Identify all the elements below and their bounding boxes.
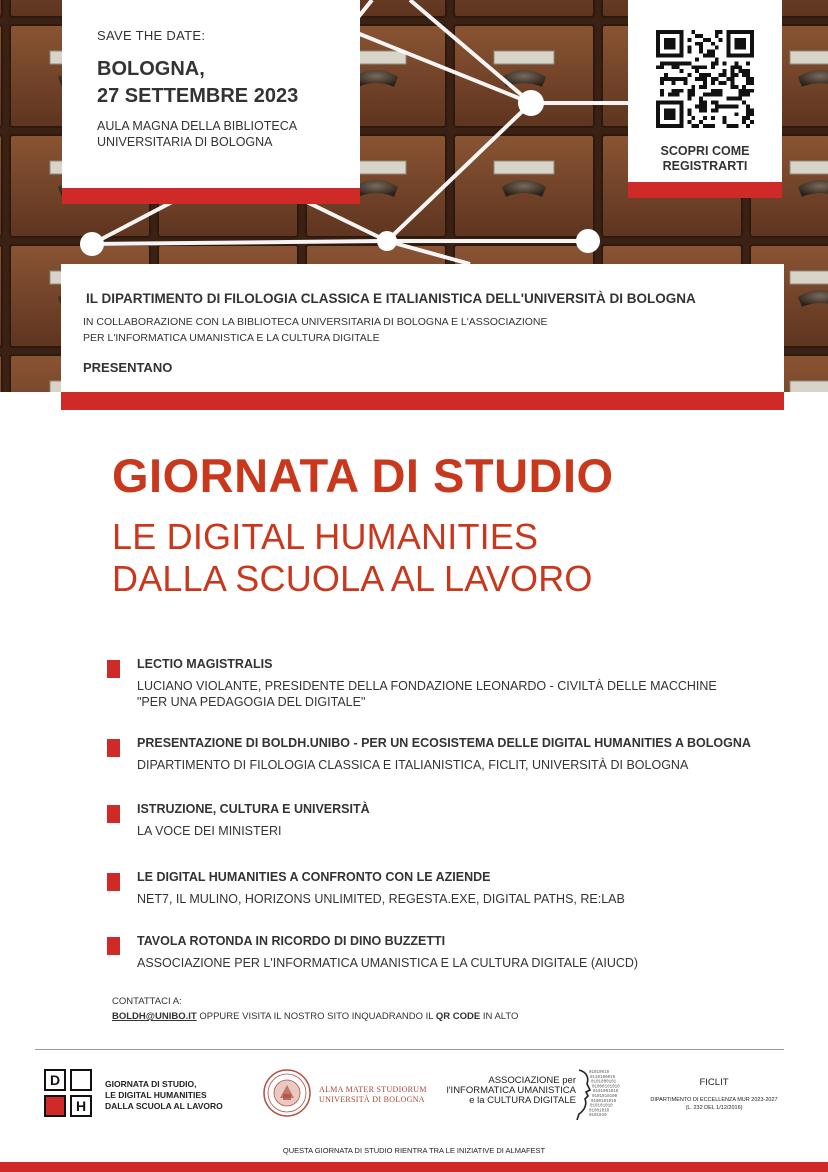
svg-text:01010010: 01010010 [589,1071,610,1075]
svg-text:0110100010: 0110100010 [590,1075,616,1080]
program-item-description: ASSOCIAZIONE PER L'INFORMATICA UMANISTICA E LA CULTURA DIGITALE (AIUCD) [137,956,639,970]
presenter-card [61,264,784,410]
department-name: IL DIPARTIMENTO DI FILOLOGIA CLASSICA E ITALIANISTICA DELL'UNIVERSITÀ DI BOLOGNA [86,291,696,306]
qr-label [628,144,782,174]
svg-text:0100101010: 0100101010 [591,1099,617,1104]
program-item-description: DIPARTIMENTO DI FILOLOGIA CLASSICA E ITALIANISTICA, FICLIT, UNIVERSITÀ DI BOLOGNA [137,758,689,772]
subtitle-line-2: DALLA SCUOLA AL LAVORO [112,558,593,599]
svg-text:0101000101: 0101000101 [591,1080,617,1085]
red-bullet [107,805,120,823]
event-title: GIORNATA DI STUDIO [112,449,614,502]
aiucd-logo-text [446,1076,576,1106]
save-the-date-card [62,0,360,204]
collaboration-line-2: PER L'INFORMATICA UMANISTICA E LA CULTURA DIGITALE [83,332,380,344]
dh-text-line: DALLA SCUOLA AL LAVORO [105,1101,223,1111]
program-item-heading: ISTRUZIONE, CULTURA E UNIVERSITÀ [137,802,370,816]
event-date: 27 SETTEMBRE 2023 [97,85,299,107]
dh-logo [44,1069,92,1117]
contact-label: CONTATTACI A: [112,996,182,1007]
dh-text-line: GIORNATA DI STUDIO, [105,1079,197,1089]
contact-end-text: IN ALTO [480,1011,519,1022]
red-accent-bar [62,188,360,204]
venue-line-1: AULA MAGNA DELLA BIBLIOTECA [97,119,298,133]
contact-middle-text: OPPURE VISITA IL NOSTRO SITO INQUADRANDO IL [196,1011,436,1022]
aiucd-profile-icon [573,1068,621,1120]
ficlit-line: DIPARTIMENTO DI ECCELLENZA MUR 2023-2027 [650,1097,778,1103]
program-item-heading: LE DIGITAL HUMANITIES A CONFRONTO CON LE AZIENDE [137,870,491,884]
contact-email-link[interactable]: BOLDH@UNIBO.IT [112,1011,197,1022]
qr-label-line-1: SCOPRI COME [660,144,750,158]
qr-code-icon[interactable] [656,30,754,128]
red-bullet [107,660,120,678]
program-item-description: LA VOCE DEI MINISTERI [137,824,282,838]
svg-text:01000101010: 01000101010 [592,1085,620,1090]
footer-divider [35,1049,784,1050]
ficlit-logo: FICLIT [699,1077,729,1088]
aiucd-line: e la CULTURA DIGITALE [469,1095,576,1106]
svg-text:0101001010: 0101001010 [593,1090,619,1095]
red-accent-bar [628,182,782,198]
program-item-line: LUCIANO VIOLANTE, PRESIDENTE DELLA FONDAZIONE LEONARDO - CIVILTÀ DELLE MACCHINE [137,679,717,693]
program-item-heading: LECTIO MAGISTRALIS [137,657,273,671]
contact-line [112,1011,518,1022]
bottom-red-bar [0,1162,828,1172]
ficlit-subtitle [644,1096,784,1112]
alma-mater-logo-text [319,1085,427,1105]
event-subtitle [112,516,593,600]
red-bullet [107,739,120,757]
subtitle-line-1: LE DIGITAL HUMANITIES [112,516,539,557]
venue-line-2: UNIVERSITARIA DI BOLOGNA [97,135,273,149]
event-city-date [97,56,298,110]
alma-line: UNIVERSITÀ DI BOLOGNA [319,1095,425,1104]
alma-line: ALMA MATER STUDIORUM [319,1085,427,1094]
dh-logo-cell [70,1069,92,1091]
program-item-description: NET7, IL MULINO, HORIZONS UNLIMITED, REGESTA.EXE, DIGITAL PATHS, RE:LAB [137,892,625,906]
red-accent-bar [61,392,784,410]
dh-letter-h: H [70,1095,92,1117]
dh-logo-text [105,1079,223,1112]
program-item-description [137,678,717,710]
qr-label-line-2: REGISTRARTI [662,159,748,173]
presents-label: PRESENTANO [83,360,173,375]
svg-text:0101010: 0101010 [589,1114,607,1119]
program-item-heading: TAVOLA ROTONDA IN RICORDO DI DINO BUZZETTI [137,934,446,948]
collaboration-line-1: IN COLLABORAZIONE CON LA BIBLIOTECA UNIVERSITARIA DI BOLOGNA E L'ASSOCIAZIONE [83,316,548,328]
aiucd-line: ASSOCIAZIONE per [488,1075,576,1086]
almafest-note: QUESTA GIORNATA DI STUDIO RIENTRA TRA LE INIZIATIVE DI ALMAFEST [282,1146,546,1155]
red-bullet [107,937,120,955]
collaboration-text [83,314,548,346]
program-item-heading: PRESENTAZIONE DI BOLDH.UNIBO - PER UN ECOSISTEMA DELLE DIGITAL HUMANITIES A BOLOGNA [137,736,751,750]
dh-text-line: LE DIGITAL HUMANITIES [105,1090,207,1100]
qr-code-reference: QR CODE [435,1011,481,1022]
dh-letter-d: D [44,1069,66,1091]
dh-logo-red-cell [44,1095,66,1117]
svg-text:01001010: 01001010 [589,1109,610,1114]
program-item-line: "PER UNA PEDAGOGIA DEL DIGITALE" [137,695,366,709]
event-venue [97,118,297,150]
university-seal-icon [262,1068,312,1118]
event-city: BOLOGNA, [97,58,205,80]
ficlit-line: (L. 232 DEL 1/12/2016) [685,1105,743,1111]
svg-text:010101010: 010101010 [590,1104,613,1109]
qr-registration-card[interactable] [628,0,782,198]
aiucd-line: l'INFORMATICA UMANISTICA [446,1085,576,1096]
red-bullet [107,873,120,891]
svg-text:0101010100: 0101010100 [592,1095,618,1099]
save-the-date-label: SAVE THE DATE: [97,28,206,43]
